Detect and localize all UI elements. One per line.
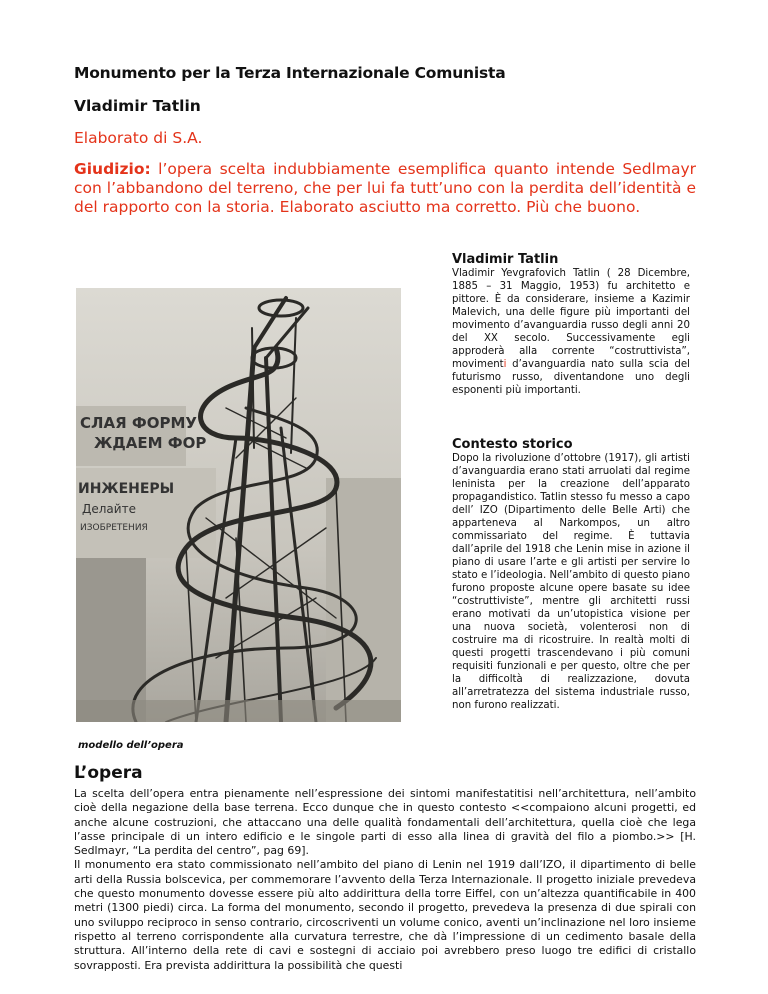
banner-text-3: ИНЖЕНЕРЫ [78,481,175,497]
banner-text-5: ИЗОБРЕТЕНИЯ [80,523,148,533]
page-title: Monumento per la Terza Internazionale Comunista [74,64,506,82]
opera-paragraph-1: La scelta dell’opera entra pienamente nell’espressione dei sintomi manifestatitisi nell’architettura, nell’ambito cioè della negazione della base terrena. Ecco dunque che in questo contesto <<compaiono alcuni progetti, ed anche alcune costruzioni, che attaccano una delle qualità fondamentali dell’architettura, quella cioè che lega l’asse principale di un intero edificio e le singole parti di esso alla linea di gravità del filo a piombo.>> [H. Sedlmayr, “La perdita del centro”, pag 69]. [74,787,696,858]
opera-body [74,787,696,973]
bio-text-after: d’avanguardia nato sulla scia del futurismo russo, diventandone uno degli esponenti più importanti. [452,359,690,396]
tower-model-illustration [76,288,401,722]
giudizio-text: l’opera scelta indubbiamente esemplifica quanto intende Sedlmayr con l’abbandono del terreno, che per lui fa tutt’uno con la perdita dell’identità e del rapporto con la storia. Elaborato asciutto ma corretto. Più che buono. [74,160,696,216]
bio-text-before: Vladimir Yevgrafovich Tatlin ( 28 Dicembre, 1885 – 31 Maggio, 1953) fu architetto e pittore. È da considerare, insieme a Kazimir Malevich, una delle figure più importanti del movimento d’avanguardia russo degli anni 20 del XX secolo. Successivamente egli approderà alla corrente “costruttivista”, moviment [452,268,690,370]
bio-text-red: i [503,359,507,370]
bio-heading: Vladimir Tatlin [452,252,559,267]
elaborato-label: Elaborato di S.A. [74,129,203,147]
banner-text-4: Делайте [82,502,136,516]
opera-paragraph-2: Il monumento era stato commissionato nell’ambito del piano di Lenin nel 1919 dall’IZO, il dipartimento di belle arti della Russia bolscevica, per commemorare l’avvento della Terza Internazionale. Il progetto iniziale prevedeva che questo monumento dovesse essere più alto addirittura della torre Eiffel, con un’altezza quantificabile in 400 metri (1300 piedi) circa. La forma del monumento, secondo il progetto, prevedeva la presenza di due spirali con uno sviluppo reciproco in senso contrario, circoscriventi un volume conico, aventi un’inclinazione nel loro insieme rispetto al terreno corrispondente alla curvatura terrestre, che dà l’impressione di un cedimento basale della struttura. All’interno della rete di cavi e sostegni di acciaio poi avrebbero preso luogo tre edifici di cristallo sovrapposti. Era prevista addirittura la possibilità che questi [74,858,696,972]
giudizio-label: Giudizio: [74,160,151,178]
author-heading: Vladimir Tatlin [74,97,201,115]
opera-heading: L’opera [74,763,143,783]
giudizio-paragraph [74,160,696,217]
banner-text-1: СЛАЯ ФОРМУ [80,414,197,432]
photo-caption: modello dell’opera [78,740,184,751]
context-heading: Contesto storico [452,437,573,452]
tower-model-photo [76,288,401,722]
context-paragraph: Dopo la rivoluzione d’ottobre (1917), gli artisti d’avanguardia erano stati arruolati dal regime leninista per la creazione dell’apparato propagandistico. Tatlin stesso fu messo a capo dell’ IZO (Dipartimento delle Belle Arti) che apparteneva al Narkompos, un altro commissariato del regime. È tuttavia dall’aprile del 1918 che Lenin mise in azione il piano di usare l’arte e gli artisti per servire lo stato e l’ideologia. Nell’ambito di questo piano furono proposte alcune opere basate su idee “costruttiviste”, mentre gli architetti russi erano motivati da un’utopistica visione per una nuova società, volenterosi non di costruire ma di ricostruire. In realtà molti di questi progetti trascendevano i più comuni requisiti funzionali e per questo, oltre che per la difficoltà di realizzazione, dovuta all’arretratezza del sistema industriale russo, non furono realizzati. [452,453,690,711]
banner-text-2: ЖДАЕМ ФОР [94,434,207,452]
bio-paragraph [452,267,690,397]
